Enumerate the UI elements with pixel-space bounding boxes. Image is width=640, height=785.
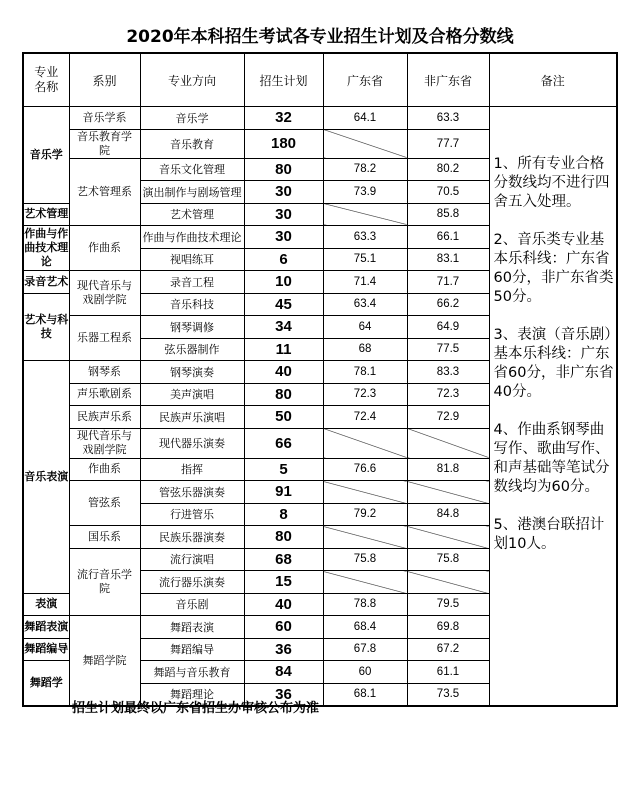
direction-cell: 美声演唱 [140,383,244,406]
department-cell: 声乐歌剧系 [69,383,140,406]
major-name-cell: 艺术与科技 [23,293,69,361]
plan-cell: 8 [244,503,323,526]
plan-cell: 68 [244,548,323,571]
non-guangdong-score-cell: 63.3 [407,107,489,130]
department-cell: 民族声乐系 [69,406,140,429]
department-cell: 音乐教育学院 [69,129,140,158]
plan-cell: 50 [244,406,323,429]
guangdong-score-cell: 79.2 [323,503,407,526]
guangdong-score-cell: 68.1 [323,683,407,706]
direction-cell: 音乐文化管理 [140,158,244,181]
direction-cell: 音乐学 [140,107,244,130]
plan-cell: 60 [244,616,323,639]
note-item: 3、表演（音乐剧）基本乐科线：广东省60分，非广东省40分。 [493,327,614,400]
guangdong-score-cell: 76.6 [323,458,407,481]
non-guangdong-score-cell [407,526,489,549]
plan-cell: 32 [244,107,323,130]
guangdong-score-cell: 75.8 [323,548,407,571]
non-guangdong-score-cell: 69.8 [407,616,489,639]
non-guangdong-score-cell: 70.5 [407,181,489,204]
plan-cell: 36 [244,638,323,661]
plan-cell: 80 [244,383,323,406]
guangdong-score-cell: 71.4 [323,271,407,294]
note-item: 2、音乐类专业基本乐科线：广东省60分，非广东省类50分。 [493,232,614,305]
plan-cell: 30 [244,181,323,204]
major-name-cell: 舞蹈学 [23,661,69,707]
direction-cell: 弦乐器制作 [140,338,244,361]
non-guangdong-score-cell: 72.9 [407,406,489,429]
major-name-cell: 作曲与作曲技术理论 [23,226,69,271]
direction-cell: 录音工程 [140,271,244,294]
department-cell: 作曲系 [69,458,140,481]
plan-cell: 66 [244,428,323,458]
department-cell: 舞蹈学院 [69,616,140,707]
header-direction: 专业方向 [140,53,244,107]
direction-cell: 现代器乐演奏 [140,428,244,458]
direction-cell: 舞蹈理论 [140,683,244,706]
plan-cell: 10 [244,271,323,294]
non-guangdong-score-cell [407,428,489,458]
department-cell: 流行音乐学院 [69,548,140,616]
direction-cell: 民族声乐演唱 [140,406,244,429]
plan-cell: 40 [244,593,323,616]
guangdong-score-cell: 64 [323,316,407,339]
plan-cell: 11 [244,338,323,361]
major-name-cell: 舞蹈表演 [23,616,69,639]
major-name-cell: 音乐表演 [23,361,69,594]
direction-cell: 流行演唱 [140,548,244,571]
department-cell: 钢琴系 [69,361,140,384]
department-cell: 音乐学系 [69,107,140,130]
non-guangdong-score-cell: 79.5 [407,593,489,616]
non-guangdong-score-cell: 77.5 [407,338,489,361]
direction-cell: 音乐教育 [140,129,244,158]
note-item: 4、作曲系钢琴曲写作、歌曲写作、和声基础等笔试分数线均为60分。 [493,422,610,495]
plan-cell: 40 [244,361,323,384]
plan-cell: 30 [244,203,323,226]
guangdong-score-cell: 63.4 [323,293,407,316]
header-plan: 招生计划 [244,53,323,107]
guangdong-score-cell: 75.1 [323,248,407,271]
non-guangdong-score-cell: 66.1 [407,226,489,249]
non-guangdong-score-cell: 64.9 [407,316,489,339]
guangdong-score-cell [323,428,407,458]
non-guangdong-score-cell: 77.7 [407,129,489,158]
header-major: 专业名称 [23,53,69,107]
table-header-row [23,53,617,107]
table-row [23,107,617,130]
note-item: 5、港澳台联招计划10人。 [493,517,605,552]
guangdong-score-cell: 72.3 [323,383,407,406]
non-guangdong-score-cell: 84.8 [407,503,489,526]
direction-cell: 演出制作与剧场管理 [140,181,244,204]
direction-cell: 舞蹈表演 [140,616,244,639]
department-cell: 管弦系 [69,481,140,526]
guangdong-score-cell: 68.4 [323,616,407,639]
guangdong-score-cell [323,481,407,504]
guangdong-score-cell: 72.4 [323,406,407,429]
guangdong-score-cell: 67.8 [323,638,407,661]
direction-cell: 行进管乐 [140,503,244,526]
plan-cell: 45 [244,293,323,316]
guangdong-score-cell: 78.1 [323,361,407,384]
non-guangdong-score-cell: 75.8 [407,548,489,571]
direction-cell: 视唱练耳 [140,248,244,271]
footer-note: 招生计划最终以广东省招生办审核公布为准 [72,701,320,716]
plan-cell: 6 [244,248,323,271]
non-guangdong-score-cell [407,571,489,594]
plan-cell: 30 [244,226,323,249]
direction-cell: 钢琴演奏 [140,361,244,384]
direction-cell: 管弦乐器演奏 [140,481,244,504]
note-item: 1、所有专业合格分数线均不进行四舍五入处理。 [493,156,610,210]
direction-cell: 民族乐器演奏 [140,526,244,549]
plan-cell: 15 [244,571,323,594]
header-notes: 备注 [489,53,617,107]
non-guangdong-score-cell: 72.3 [407,383,489,406]
non-guangdong-score-cell: 83.1 [407,248,489,271]
plan-cell: 80 [244,158,323,181]
header-department: 系别 [69,53,140,107]
department-cell: 国乐系 [69,526,140,549]
department-cell: 现代音乐与戏剧学院 [69,271,140,316]
major-name-cell: 艺术管理 [23,203,69,226]
guangdong-score-cell: 73.9 [323,181,407,204]
guangdong-score-cell: 63.3 [323,226,407,249]
guangdong-score-cell [323,203,407,226]
non-guangdong-score-cell: 71.7 [407,271,489,294]
direction-cell: 指挥 [140,458,244,481]
guangdong-score-cell: 78.2 [323,158,407,181]
direction-cell: 音乐科技 [140,293,244,316]
non-guangdong-score-cell: 73.5 [407,683,489,706]
department-cell: 乐器工程系 [69,316,140,361]
direction-cell: 艺术管理 [140,203,244,226]
non-guangdong-score-cell: 81.8 [407,458,489,481]
admission-table [22,52,618,707]
major-name-cell: 舞蹈编导 [23,638,69,661]
plan-cell: 91 [244,481,323,504]
direction-cell: 流行器乐演奏 [140,571,244,594]
plan-cell: 180 [244,129,323,158]
non-guangdong-score-cell: 80.2 [407,158,489,181]
plan-cell: 36 [244,683,323,706]
non-guangdong-score-cell: 67.2 [407,638,489,661]
non-guangdong-score-cell: 61.1 [407,661,489,684]
guangdong-score-cell: 68 [323,338,407,361]
direction-cell: 舞蹈编导 [140,638,244,661]
guangdong-score-cell [323,526,407,549]
plan-cell: 5 [244,458,323,481]
non-guangdong-score-cell [407,481,489,504]
major-name-cell: 表演 [23,593,69,616]
major-name-cell: 音乐学 [23,107,69,204]
department-cell: 艺术管理系 [69,158,140,226]
non-guangdong-score-cell: 66.2 [407,293,489,316]
guangdong-score-cell: 78.8 [323,593,407,616]
page-title: 2020年本科招生考试各专业招生计划及合格分数线 [126,27,514,47]
direction-cell: 作曲与作曲技术理论 [140,226,244,249]
plan-cell: 84 [244,661,323,684]
direction-cell: 音乐剧 [140,593,244,616]
non-guangdong-score-cell: 85.8 [407,203,489,226]
guangdong-score-cell: 64.1 [323,107,407,130]
direction-cell: 舞蹈与音乐教育 [140,661,244,684]
department-cell: 现代音乐与戏剧学院 [69,428,140,458]
direction-cell: 钢琴调修 [140,316,244,339]
guangdong-score-cell: 60 [323,661,407,684]
header-non-guangdong: 非广东省 [407,53,489,107]
header-guangdong: 广东省 [323,53,407,107]
plan-cell: 34 [244,316,323,339]
major-name-cell: 录音艺术 [23,271,69,294]
guangdong-score-cell [323,571,407,594]
plan-cell: 80 [244,526,323,549]
department-cell: 作曲系 [69,226,140,271]
notes-cell [489,107,617,707]
guangdong-score-cell [323,129,407,158]
non-guangdong-score-cell: 83.3 [407,361,489,384]
